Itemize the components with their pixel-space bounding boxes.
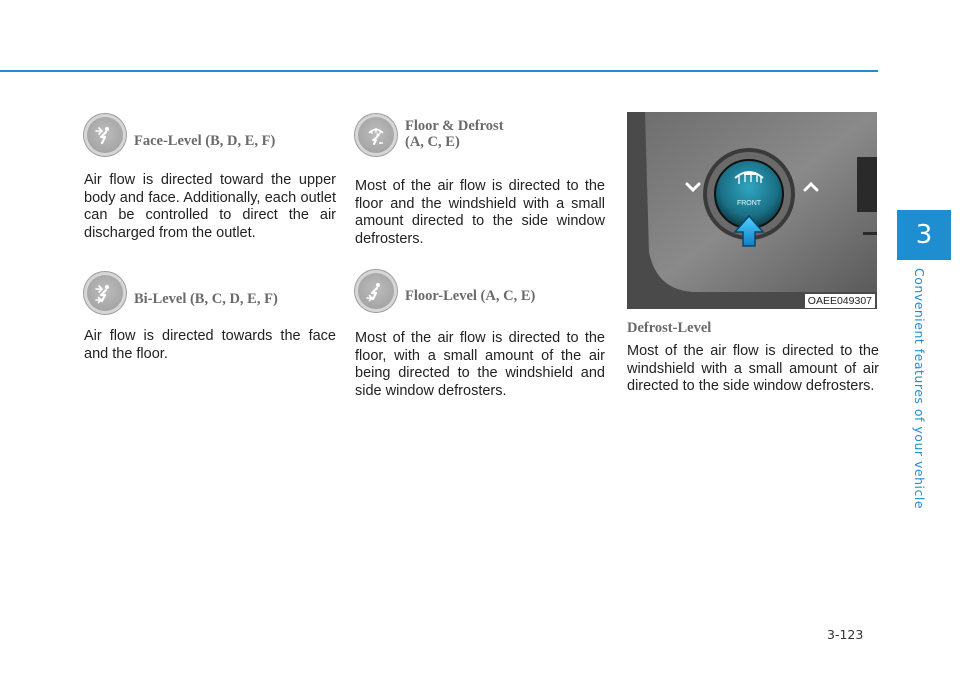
column-left [84, 112, 336, 363]
chapter-tab: 3 [897, 210, 951, 260]
mode-description: Air flow is directed towards the face and the floor. [84, 328, 336, 362]
defrost-button-photo [627, 112, 877, 309]
column-right [627, 112, 879, 396]
defrost-title: Defrost-Level [627, 320, 712, 336]
mode-title: Bi-Level (B, C, D, E, F) [134, 291, 278, 307]
mode-title: Floor & Defrost [405, 118, 504, 134]
face-level-icon [84, 114, 126, 156]
mode-title: Face-Level (B, D, E, F) [134, 133, 276, 149]
page-number: 3-123 [827, 627, 864, 642]
floor-defrost-icon [355, 114, 397, 156]
defrost-description: Most of the air flow is directed to the windshield with a small amount of air directed to the side window defrosters. [627, 343, 879, 394]
floor-level-icon [355, 270, 397, 312]
front-button-label: FRONT [736, 200, 762, 207]
mode-title: Floor-Level (A, C, E) [405, 288, 536, 304]
header-rule [0, 70, 878, 72]
mode-floor-level [355, 268, 605, 314]
chapter-title: Convenient features of your vehicle [912, 268, 927, 510]
image-code: OAEE049307 [805, 294, 875, 308]
control-panel-illustration [627, 112, 877, 309]
mode-title-line2: (A, C, E) [405, 134, 460, 150]
mode-description: Air flow is directed toward the upper body and face. Additionally, each outlet can be controlled to direct the air discharged from the outlet. [84, 172, 336, 241]
bi-level-icon [84, 272, 126, 314]
mode-face-level [84, 112, 336, 158]
column-middle [355, 112, 605, 400]
mode-description: Most of the air flow is directed to the floor, with a small amount of the air being directed to the windshield and side window defrosters. [355, 330, 605, 399]
mode-floor-defrost [355, 112, 605, 158]
mode-description: Most of the air flow is directed to the floor and the windshield with a small amount directed to the side window defrosters. [355, 178, 605, 247]
mode-bi-level [84, 270, 336, 316]
